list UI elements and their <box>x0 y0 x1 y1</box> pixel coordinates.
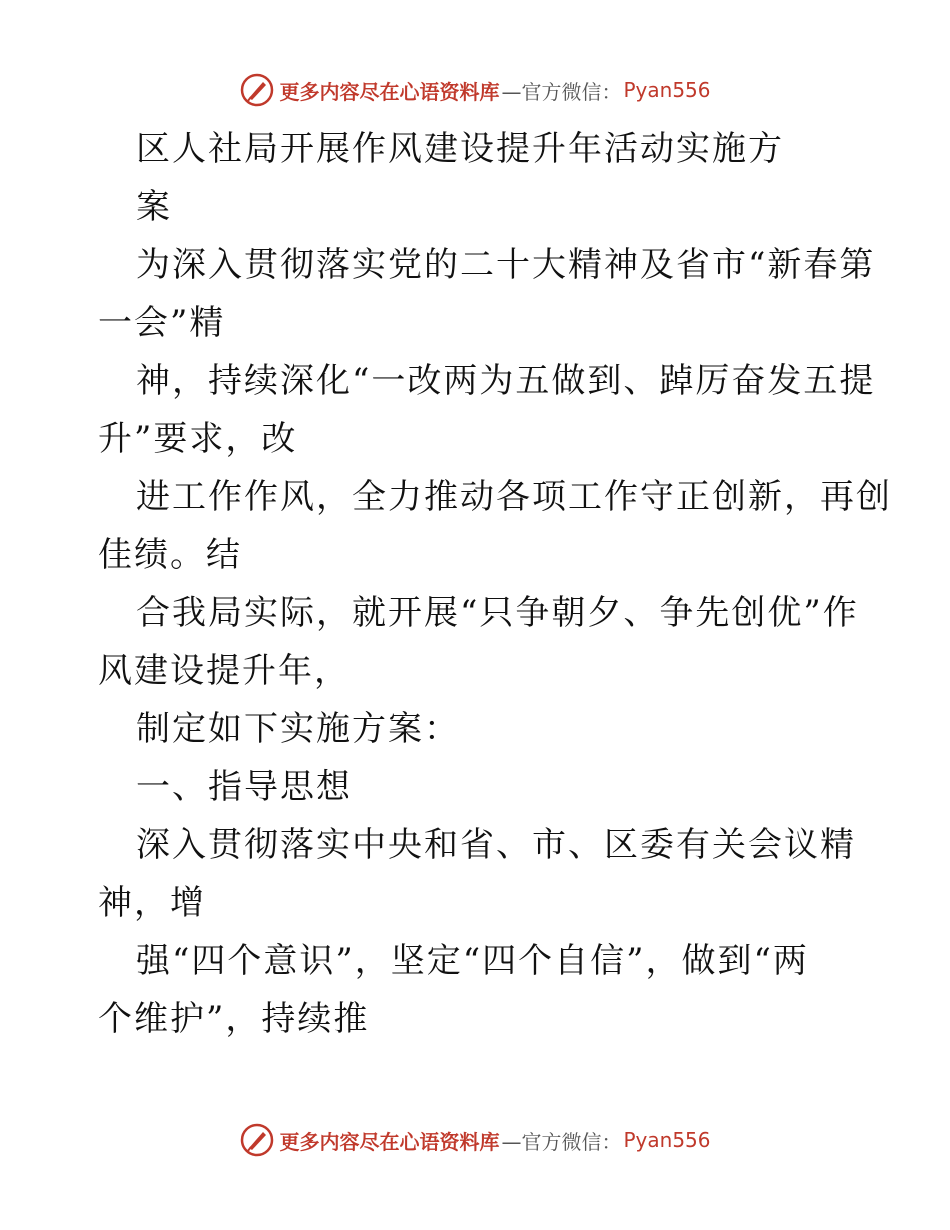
document-body <box>98 120 892 1048</box>
text-line: 案 <box>136 187 172 227</box>
text-line: 升”要求，改 <box>98 419 298 459</box>
watermark-main-text: 更多内容尽在心语资料库 <box>279 79 500 104</box>
text-line: 神，持续深化“一改两为五做到、踔厉奋发五提 <box>136 361 876 401</box>
watermark-sub-text: —官方微信： <box>501 1129 622 1154</box>
text-line: 深入贯彻落实中央和省、市、区委有关会议精 <box>136 825 856 865</box>
section-heading: 一、指导思想 <box>136 767 352 807</box>
text-line: 风建设提升年， <box>98 651 350 691</box>
text-line: 制定如下实施方案： <box>136 709 460 749</box>
watermark-id-text: Pyan556 <box>623 78 711 102</box>
quill-logo-icon <box>239 72 275 108</box>
text-line: 一会”精 <box>98 303 226 343</box>
text-line: 个维护”，持续推 <box>98 999 370 1039</box>
text-line: 佳绩。结 <box>98 535 242 575</box>
watermark-sub-text: —官方微信： <box>501 79 622 104</box>
text-line: 神，增 <box>98 883 206 923</box>
watermark-main-text: 更多内容尽在心语资料库 <box>279 1129 500 1154</box>
text-line: 强“四个意识”，坚定“四个自信”，做到“两 <box>136 941 809 981</box>
watermark-banner-top <box>0 70 950 110</box>
text-line: 区人社局开展作风建设提升年活动实施方 <box>136 129 784 169</box>
watermark-banner-bottom <box>0 1120 950 1160</box>
watermark-id-text: Pyan556 <box>623 1128 711 1152</box>
text-line: 为深入贯彻落实党的二十大精神及省市“新春第 <box>136 245 876 285</box>
text-line: 进工作作风，全力推动各项工作守正创新，再创 <box>136 477 892 517</box>
text-line: 合我局实际，就开展“只争朝夕、争先创优”作 <box>136 593 859 633</box>
quill-logo-icon <box>239 1122 275 1158</box>
